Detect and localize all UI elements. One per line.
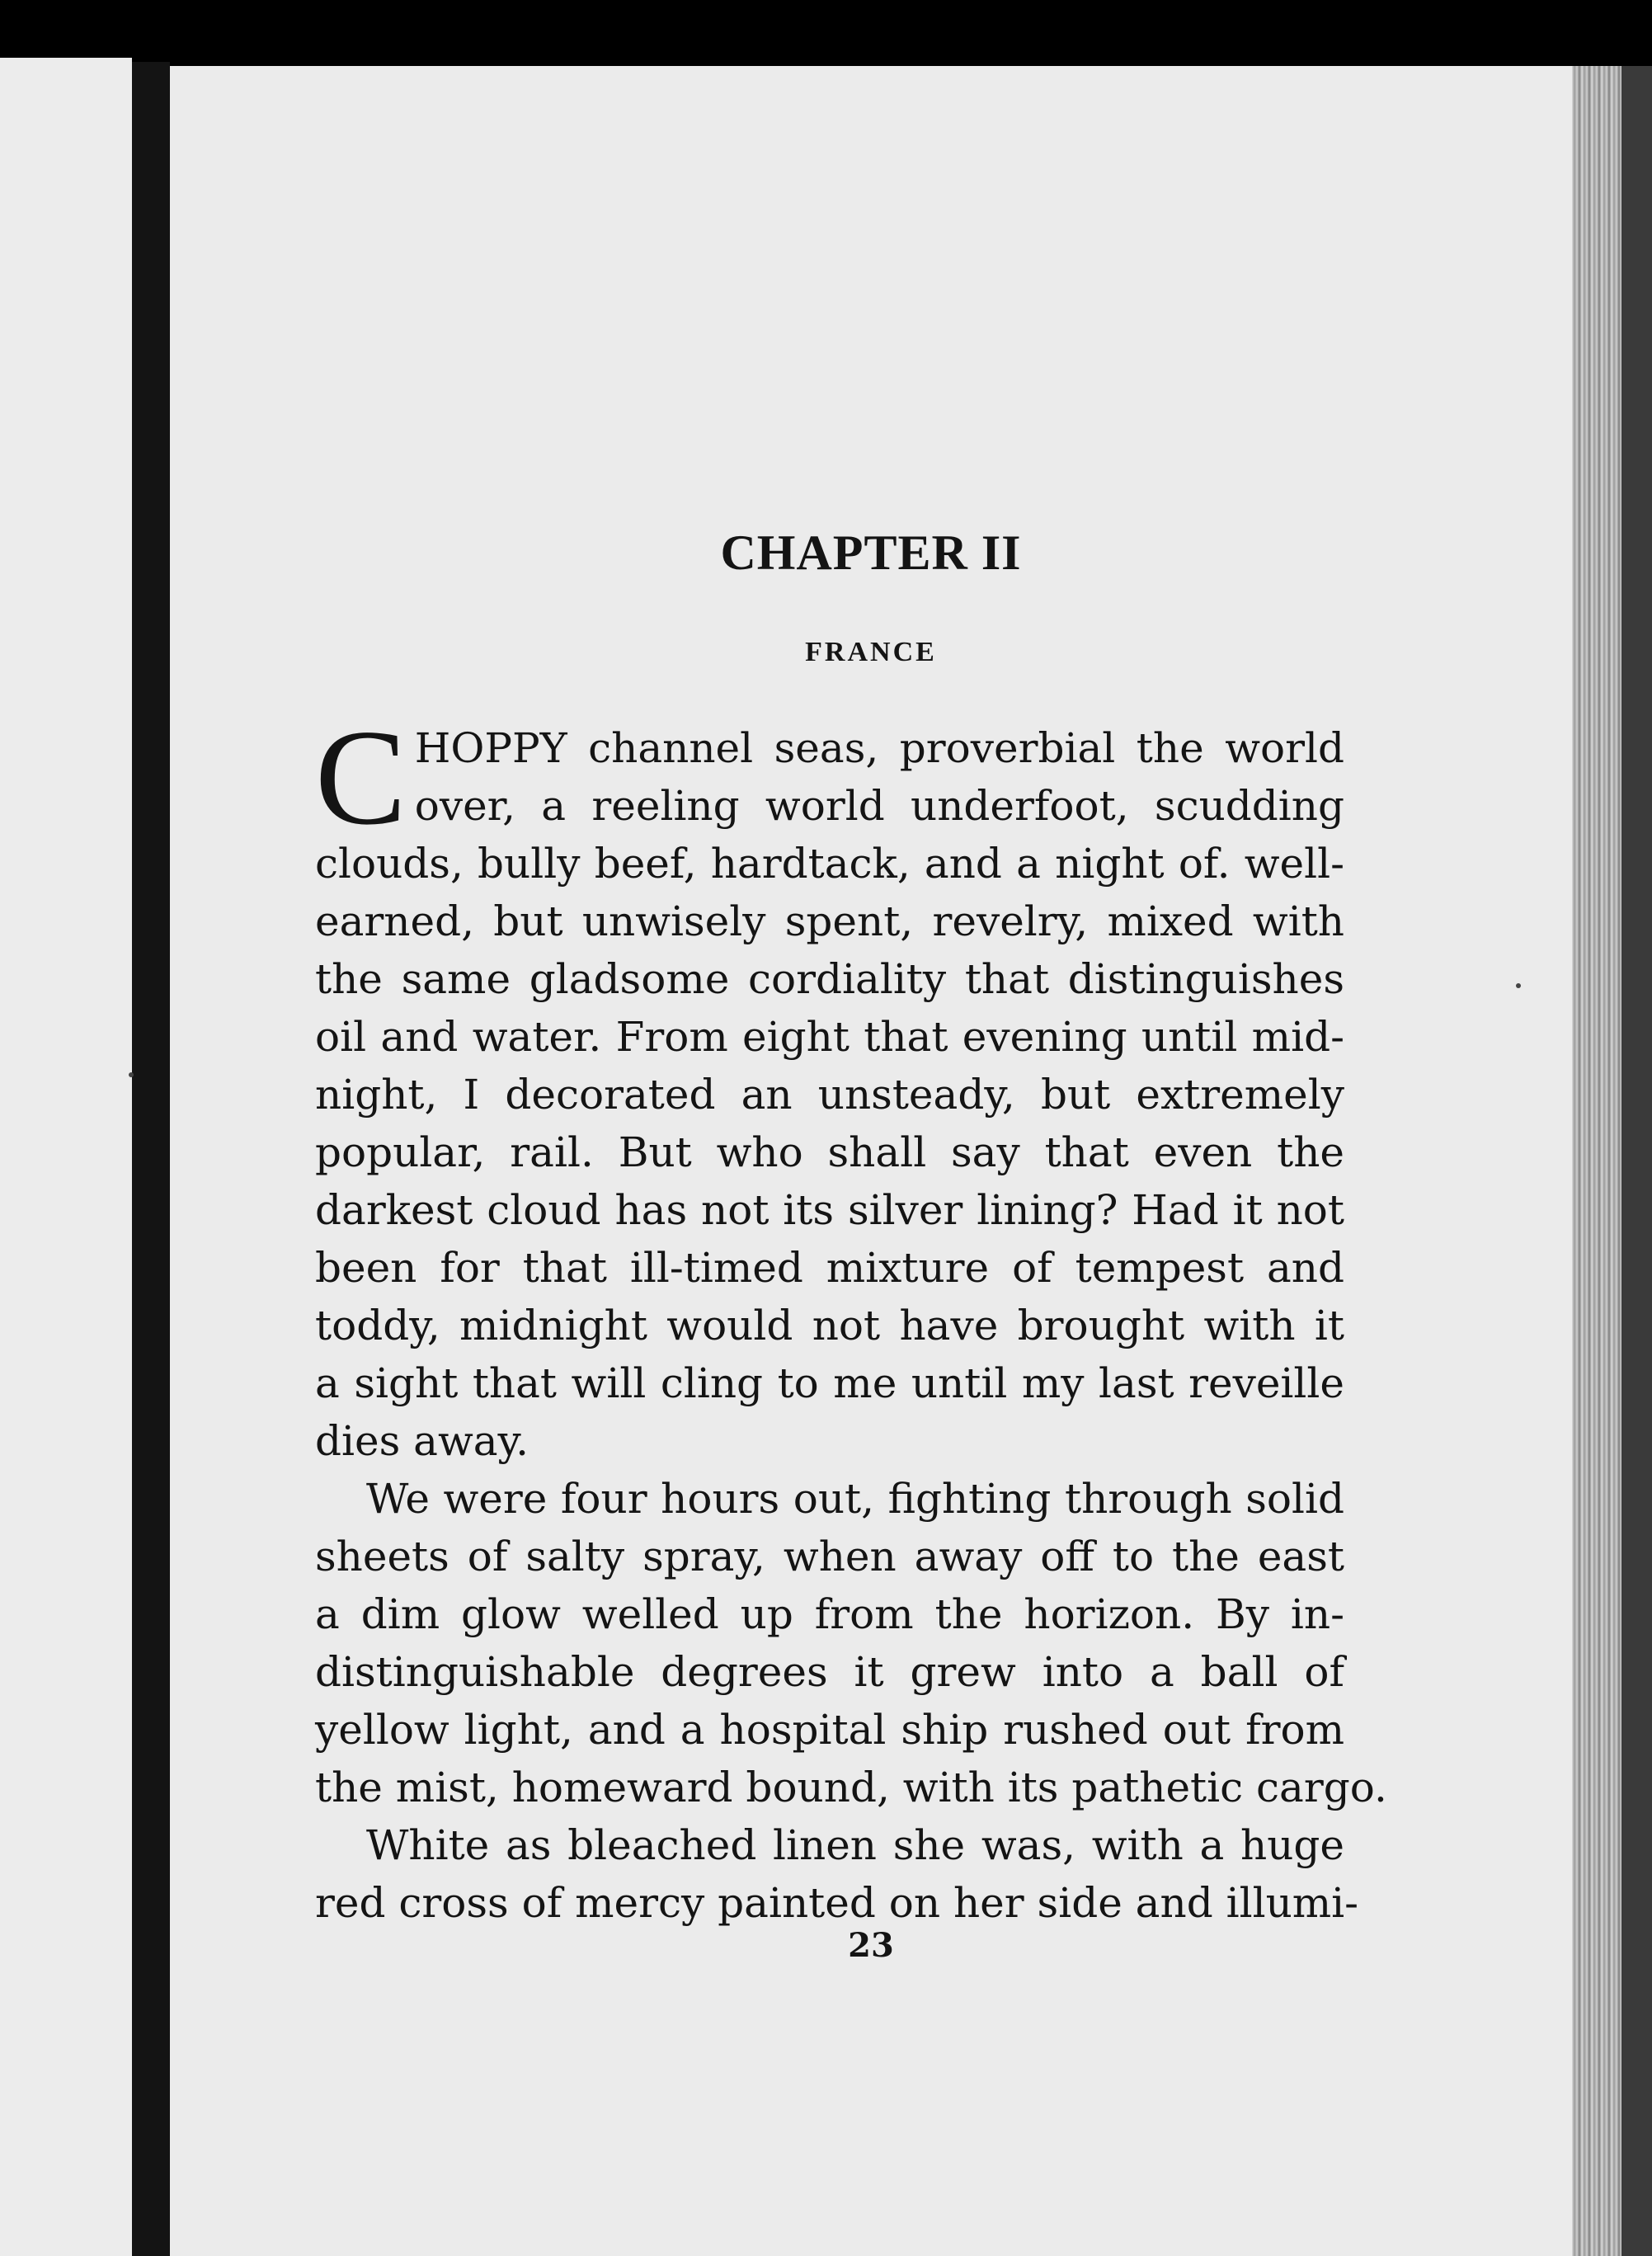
page-number: 23	[848, 1926, 894, 1965]
text-line: dies away.	[315, 1417, 529, 1465]
chapter-subtitle: FRANCE	[805, 637, 937, 667]
text-line: oil and water. From eight that evening until mid-	[315, 1013, 1344, 1061]
text-line: the mist, homeward bound, with its pathetic cargo.	[315, 1764, 1387, 1811]
text-line: distinguishable degrees it grew into a ball of	[315, 1648, 1344, 1696]
paragraph-1	[315, 701, 1344, 1470]
text-line: We were four hours out, fighting through solid	[366, 1475, 1344, 1523]
text-line: sheets of salty spray, when away off to the east	[315, 1533, 1344, 1580]
paragraph-3	[315, 1816, 1359, 1932]
scan-speck	[129, 1072, 134, 1077]
text-line: earned, but unwisely spent, revelry, mixed with	[315, 897, 1344, 945]
text-line: a sight that will cling to me until my last reveille	[315, 1359, 1344, 1407]
gutter-shadow	[132, 62, 170, 2256]
text-line: White as bleached linen she was, with a huge	[366, 1821, 1344, 1869]
scan-speck	[1516, 983, 1521, 988]
text-line: the same gladsome cordiality that distinguishes	[315, 955, 1344, 1003]
page-shadow	[1621, 66, 1652, 2256]
text-line: yellow light, and a hospital ship rushed out from	[315, 1706, 1344, 1754]
paragraph-2	[315, 1470, 1387, 1816]
text-line: red cross of mercy painted on her side and illumi-	[315, 1879, 1359, 1927]
text-line: HOPPY channel seas, proverbial the world	[414, 724, 1344, 772]
text-line: night, I decorated an unsteady, but extremely	[315, 1071, 1344, 1119]
text-line: popular, rail. But who shall say that even the	[315, 1128, 1344, 1176]
text-line: clouds, bully beef, hardtack, and a night of. well-	[315, 840, 1344, 888]
chapter-title: CHAPTER II	[720, 525, 1022, 580]
facing-page	[0, 58, 132, 2256]
page-edges	[1572, 66, 1621, 2256]
text-line: over, a reeling world underfoot, scudding	[414, 782, 1344, 830]
text-line: darkest cloud has not its silver lining? Had it not	[315, 1186, 1344, 1234]
drop-cap: C	[315, 701, 407, 853]
text-line: been for that ill-timed mixture of tempest and	[315, 1244, 1344, 1292]
text-line: toddy, midnight would not have brought with it	[315, 1302, 1344, 1349]
body-text	[315, 701, 1387, 1932]
text-line: a dim glow welled up from the horizon. By in-	[315, 1590, 1344, 1638]
